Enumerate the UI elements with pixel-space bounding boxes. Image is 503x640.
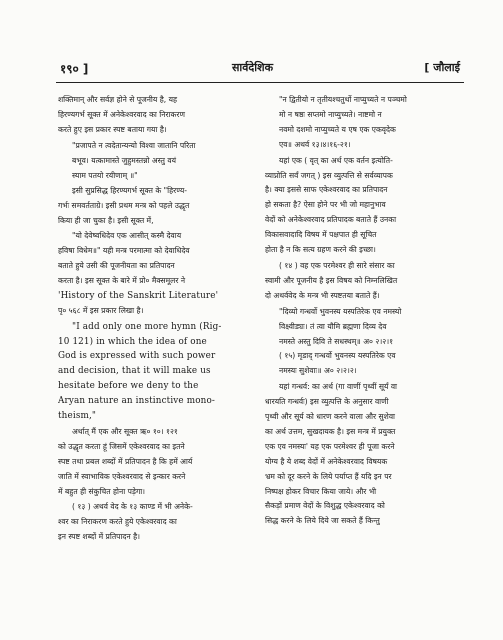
text-line: का अर्थ उत्तम, सुखदायक है। इस मन्त्र में प्रयुक्त [265, 426, 396, 436]
text-line: भ्रम को दूर करने के लिये पर्याप्त हैं यदि इन पर [265, 471, 392, 481]
english-quote-line: 10 121) in which the idea of one [58, 336, 207, 347]
page-header [56, 60, 464, 80]
text-line: पृथ्वी और सूर्य को धारण करने वाला और सुशेवा [265, 412, 396, 422]
verse-line: नवमो दशमो नाप्युच्यते य एष एक एकवृदेक [279, 124, 396, 134]
issue-month: [ जौलाई [424, 61, 460, 74]
verse-line: मो न षष्ठः सप्तमो नाप्युच्यते। नाष्टमो न [279, 109, 382, 119]
text-line: "यो देवेष्वधिदेव एक आसीत् कस्मै देवाय [72, 231, 182, 241]
text-line: एक एव नमस्यः' यह एक परमेश्वर ही पूजा करने [265, 441, 395, 451]
english-quote-line: theism," [58, 411, 97, 422]
text-line: इसी सुप्रसिद्ध हिरण्यगर्भ सूक्त के "हिरण्य- [72, 186, 187, 196]
text-line: योग्य है ये शब्द वेदों में अनेकेश्वरवाद विषयक [265, 456, 388, 466]
verse-line: "दिव्यो गन्धर्वो भुवनस्य यस्पतिरेक एव नमस्यो [279, 306, 402, 316]
text-line: वेदों को अनेकेश्वरवाद प्रतिपादक बताते हैं उनका [265, 215, 397, 225]
text-line: सैकड़ों प्रमाण वेदों के विशुद्ध एकेश्वरवाद को [265, 501, 385, 511]
text-line: धारयति गन्धर्वः) इस व्युत्पत्ति के अनुसार वाणी [265, 397, 389, 407]
text-line: किया ही जा चुका है। इसी सूक्त में, [58, 216, 154, 226]
verse-line: एव॥ अथर्व १३।४।१६-२१। [279, 139, 351, 149]
text-line: गर्भः समवर्तताग्रे। इसी प्रथम मन्त्र को पहले उद्धृत [58, 201, 190, 211]
verse-line: बभूव। यत्कामास्ते जुहुमस्तन्नो अस्तु वयं [72, 155, 176, 165]
text-line: हिरण्यगर्भ सूक्त में अनेकेश्वरवाद का निराकरण [58, 109, 185, 119]
text-line: स्पष्ट तथा प्रबल शब्दों में प्रतिपादन है कि हमें आर्य [58, 456, 193, 466]
book-title: 'History of the Sanskrit Literature' [58, 290, 219, 301]
text-line: हविषा विधेम॥" यही मन्त्र परमात्मा को देवाधिदेव [58, 246, 190, 256]
text-line: पृ० ५६८ में इस प्रकार लिखा है। [58, 305, 144, 315]
text-line: विकासवादादि विषय में पक्षपात ही सूचित [265, 230, 377, 240]
running-title: सार्वदेशिक [232, 61, 274, 74]
text-line: करते हुए इस प्रकार स्पष्ट बताया गया है। [58, 124, 167, 134]
text-line: श्वर का निराकरण करते हुये एकेश्वरवाद का [58, 517, 177, 527]
verse-line: ( १५) मृडाद् गन्धर्वो भुवनस्य यस्पतिरेक एव [279, 351, 396, 361]
text-line: इन स्पष्ट शब्दों में प्रतिपादन है। [58, 532, 140, 542]
text-line: में बहुत ही संकुचित होना पड़ेगा। [58, 486, 146, 496]
verse-line: "न द्वितीयो न तृतीयश्चतुर्थो नाप्युच्यते न पञ्चमो [279, 95, 407, 104]
text-line: शक्तिमान् और सर्वज्ञ होने से पूजनीय है, यह [58, 95, 178, 104]
text-line: करता है। इस सूक्त के बारे में प्रो० मैक्समूलर ने [58, 275, 186, 285]
text-line: ( १३ ) अथर्व वेद के १३ काण्ड में भी अनेके- [72, 502, 193, 512]
right-column [265, 93, 459, 529]
text-line: को उद्धृत करता हूं जिसमें एकेश्वरवाद का इतने [58, 441, 185, 451]
text-line: ( १४ ) वह एक परमेश्वर ही सारे संसार का [279, 260, 395, 270]
page-number: १९० ] [60, 62, 89, 76]
header-rule [56, 82, 464, 83]
english-quote-line: Aryan nature an instinctive mono- [58, 396, 216, 407]
text-line: यहां गन्धर्व: का अर्थ (गा वाणीं पृथ्वीं सूर्यं वा [279, 382, 398, 392]
verse-line: नमस्ते अस्तु दिवि ते सधस्थम्॥ अ० २।२।१ [279, 336, 394, 346]
text-line: जाति में स्वाभाविक एकेश्वरवाद से इन्कार करने [58, 471, 186, 481]
verse-line: स्याम पतयो रयीणाम् ॥" [72, 170, 138, 180]
text-line: स्वामी और पूजनीय है इस विषय को निम्नलिखित [265, 275, 398, 285]
left-column [58, 93, 252, 545]
verse-line: "प्रजापते न त्वदेतान्यन्यो विश्वा जातानि परिता [72, 140, 196, 150]
text-line: यहां एक ( वृत् का अर्थ एक वर्तन इत्योति- [279, 155, 393, 165]
text-line: अर्थात् मैं एक और सूक्त ऋ० १०। १२१ [72, 426, 178, 436]
text-line: दो अथर्ववेद के मन्त्र भी स्पष्टतया बताते हैं। [265, 290, 380, 300]
text-line: होता है न कि सत्य ग्रहण करने की इच्छा। [265, 245, 376, 255]
verse-line: विक्ष्वीड्यः। तं त्वा यौमि ब्रह्मणा दिव्य देव [279, 321, 387, 331]
text-line: है। क्या इससे साफ एकेश्वरवाद का प्रतिपादन [265, 185, 388, 195]
verse-line: नमस्यः सुशेवाः॥ अ० २।२।२। [279, 366, 357, 376]
text-line: बताते हुये उसी की पूजनीयता का प्रतिपादन [58, 260, 175, 270]
english-quote-line: God is expressed with such power [58, 351, 216, 362]
english-quote-line: hesitate before we deny to the [58, 381, 199, 392]
english-quote-line: and decision, that it will make us [58, 366, 211, 377]
text-line: व्याप्नोति सर्वं जगत् ) इस व्युत्पत्ति से सर्वव्यापक [265, 170, 393, 180]
text-line: निष्पक्ष होकर विचार किया जाये। और भी [265, 486, 377, 496]
text-line: हो सकता है? ऐसा होने पर भी जो महानुभाव [265, 200, 386, 210]
text-line: सिद्ध करने के लिये दिये जा सकते हैं किन्तु [265, 516, 380, 526]
english-quote-line: "I add only one more hymn (Rig- [72, 321, 222, 332]
